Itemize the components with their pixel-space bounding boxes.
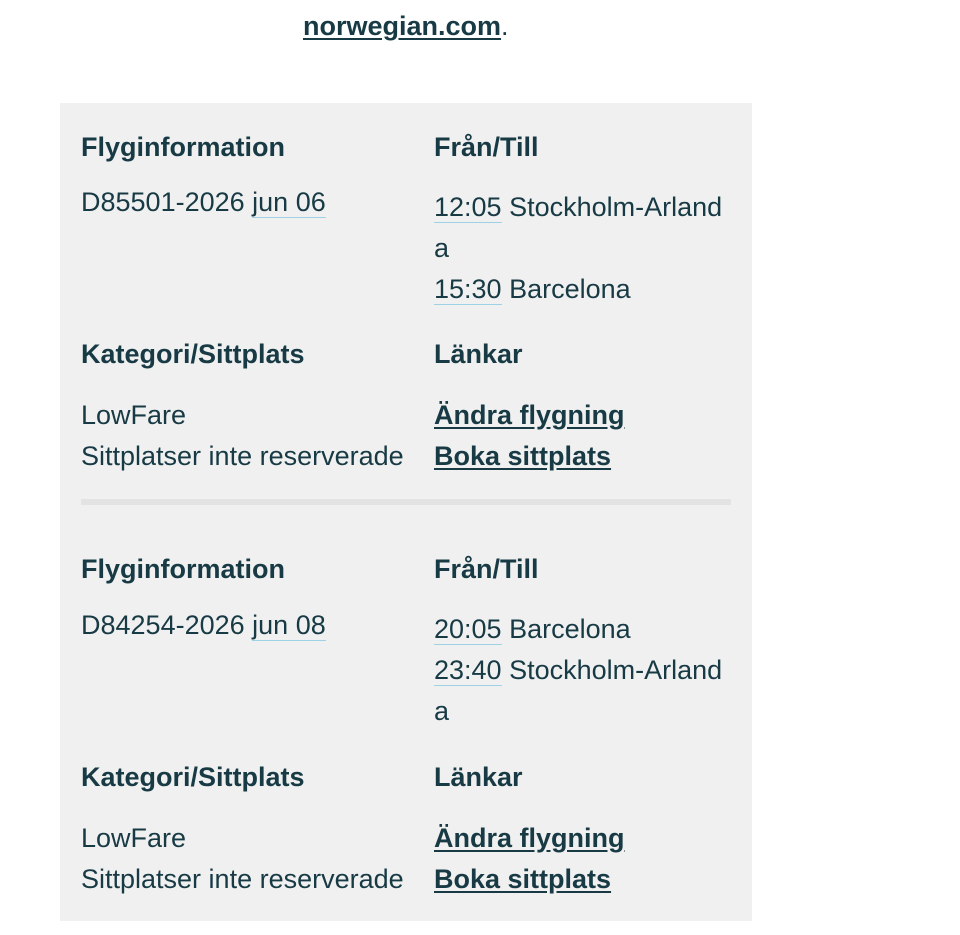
sentence-period: . bbox=[501, 11, 509, 41]
change-flight-link[interactable]: Ändra flygning bbox=[434, 400, 625, 430]
route-details bbox=[434, 187, 734, 310]
departure-place: Stockholm-Arland bbox=[509, 192, 723, 222]
arrival-place-wrap: a bbox=[434, 696, 450, 726]
book-seat-link[interactable]: Boka sittplats bbox=[434, 441, 612, 471]
seat-status: Sittplatser inte reserverade bbox=[81, 864, 404, 894]
arrival-place: Stockholm-Arland bbox=[509, 655, 723, 685]
flight-number-date bbox=[81, 182, 326, 223]
arrival-row bbox=[434, 269, 734, 310]
seat-status: Sittplatser inte reserverade bbox=[81, 441, 404, 471]
flight-number: D84254-2026 bbox=[81, 610, 245, 640]
section-divider bbox=[81, 499, 731, 505]
norwegian-link[interactable]: norwegian.com bbox=[303, 11, 502, 41]
flight-number-date bbox=[81, 605, 326, 646]
departure-row bbox=[434, 187, 734, 228]
route-label: Från/Till bbox=[434, 554, 539, 584]
flight-number: D85501-2026 bbox=[81, 187, 245, 217]
departure-time: 12:05 bbox=[434, 192, 502, 222]
links-label: Länkar bbox=[434, 339, 523, 369]
route-details bbox=[434, 609, 734, 732]
departure-place-wrap: a bbox=[434, 233, 450, 263]
departure-time: 20:05 bbox=[434, 614, 502, 644]
fare-details bbox=[81, 818, 404, 900]
fare-type: LowFare bbox=[81, 823, 187, 853]
flight-date: jun 06 bbox=[252, 187, 326, 217]
change-flight-link[interactable]: Ändra flygning bbox=[434, 823, 625, 853]
links-list bbox=[434, 395, 625, 477]
departure-place: Barcelona bbox=[509, 614, 631, 644]
category-label: Kategori/Sittplats bbox=[81, 762, 305, 792]
flight-info-label: Flyginformation bbox=[81, 554, 285, 584]
website-reference bbox=[303, 8, 509, 44]
flight-info-label: Flyginformation bbox=[81, 132, 285, 162]
book-seat-link[interactable]: Boka sittplats bbox=[434, 864, 612, 894]
links-label: Länkar bbox=[434, 762, 523, 792]
fare-type: LowFare bbox=[81, 400, 187, 430]
arrival-row bbox=[434, 650, 734, 691]
flight-date: jun 08 bbox=[252, 610, 326, 640]
route-label: Från/Till bbox=[434, 132, 539, 162]
links-list bbox=[434, 818, 625, 900]
arrival-time: 15:30 bbox=[434, 274, 502, 304]
arrival-place: Barcelona bbox=[509, 274, 631, 304]
flight-summary-card bbox=[60, 103, 752, 921]
departure-row bbox=[434, 609, 734, 650]
fare-details bbox=[81, 395, 404, 477]
arrival-time: 23:40 bbox=[434, 655, 502, 685]
category-label: Kategori/Sittplats bbox=[81, 339, 305, 369]
